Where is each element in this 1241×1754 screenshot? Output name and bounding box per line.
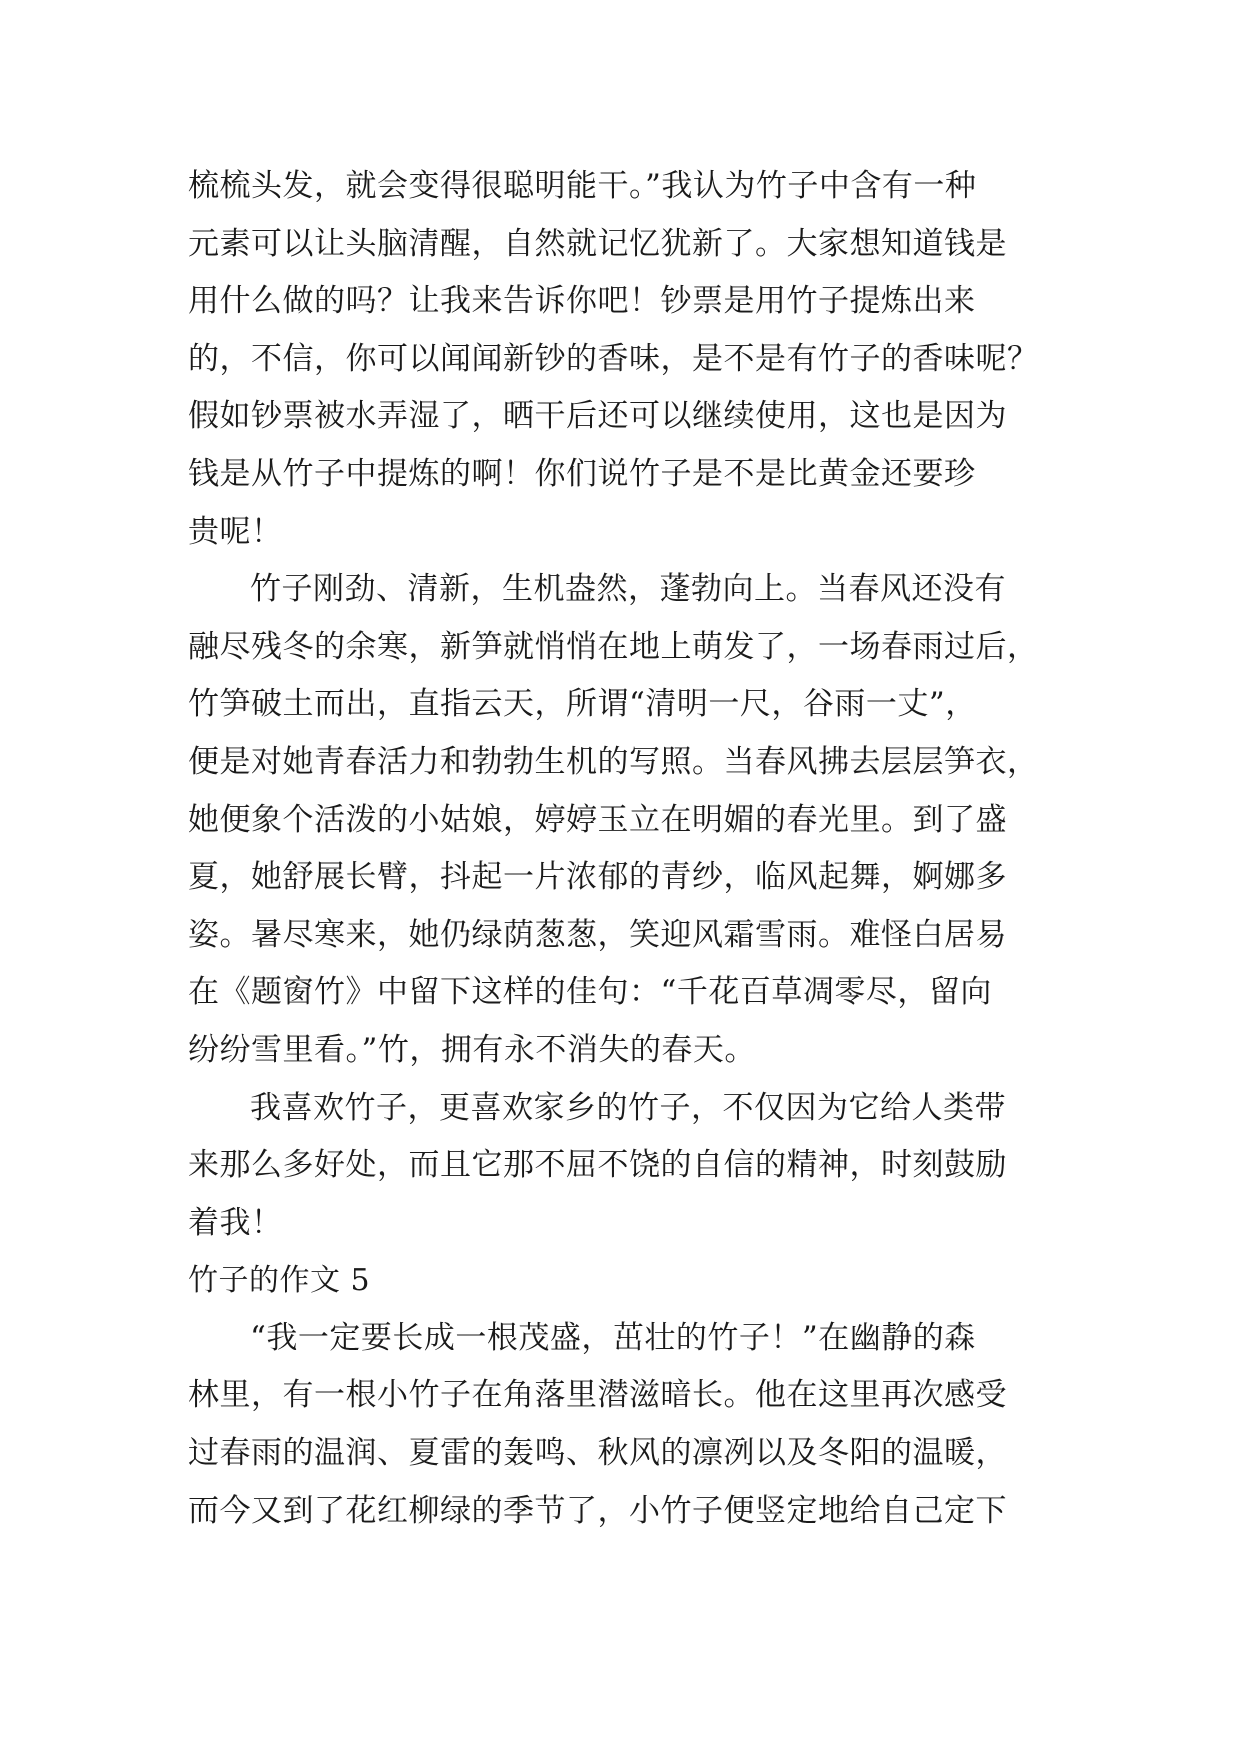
section-heading: 竹子的作文 5	[188, 1263, 371, 1299]
text-line: 假如钞票被水弄湿了，晒干后还可以继续使用，这也是因为	[188, 398, 1007, 435]
text-line: 贵呢！	[188, 513, 283, 550]
text-line: 夏，她舒展长臂，抖起一片浓郁的青纱，临风起舞，婀娜多	[188, 859, 1007, 896]
text-line: 着我！	[188, 1204, 283, 1241]
text-line: 她便象个活泼的小姑娘，婷婷玉立在明媚的春光里。到了盛	[188, 801, 1007, 838]
text-line: 过春雨的温润、夏雷的轰鸣、秋风的凛冽以及冬阳的温暖，	[188, 1435, 1007, 1472]
text-line: 钱是从竹子中提炼的啊！你们说竹子是不是比黄金还要珍	[188, 455, 976, 492]
text-line: 用什么做的吗？让我来告诉你吧！钞票是用竹子提炼出来	[188, 283, 976, 320]
text-line: 竹笋破土而出，直指云天，所谓“清明一尺，谷雨一丈”，	[188, 686, 977, 723]
paragraph-first-line: “我一定要长成一根茂盛，茁壮的竹子！”在幽静的森	[250, 1319, 976, 1356]
text-line: 的，不信，你可以闻闻新钞的香味，是不是有竹子的香味呢？	[188, 340, 1039, 377]
text-line: 纷纷雪里看。”竹，拥有永不消失的春天。	[188, 1031, 756, 1068]
text-line: 元素可以让头脑清醒，自然就记忆犹新了。大家想知道钱是	[188, 225, 1007, 262]
text-line: 便是对她青春活力和勃勃生机的写照。当春风拂去层层笋衣，	[188, 743, 1039, 780]
text-line: 林里，有一根小竹子在角落里潜滋暗长。他在这里再次感受	[188, 1377, 1007, 1414]
text-line: 融尽残冬的余寒，新笋就悄悄在地上萌发了，一场春雨过后，	[188, 628, 1039, 665]
text-line: 姿。暑尽寒来，她仍绿荫葱葱，笑迎风霜雪雨。难怪白居易	[188, 916, 1007, 953]
text-line: 而今又到了花红柳绿的季节了，小竹子便竖定地给自己定下	[188, 1492, 1007, 1529]
text-line: 来那么多好处，而且它那不屈不饶的自信的精神，时刻鼓励	[188, 1147, 1007, 1184]
essay-body	[188, 158, 1048, 1540]
text-line: 梳梳头发，就会变得很聪明能干。”我认为竹子中含有一种	[188, 168, 977, 204]
paragraph-first-line: 我喜欢竹子，更喜欢家乡的竹子，不仅因为它给人类带	[250, 1089, 1006, 1126]
paragraph-first-line: 竹子刚劲、清新，生机盎然，蓬勃向上。当春风还没有	[250, 571, 1006, 608]
text-line: 在《题窗竹》中留下这样的佳句：“千花百草凋零尽，留向	[188, 974, 992, 1011]
